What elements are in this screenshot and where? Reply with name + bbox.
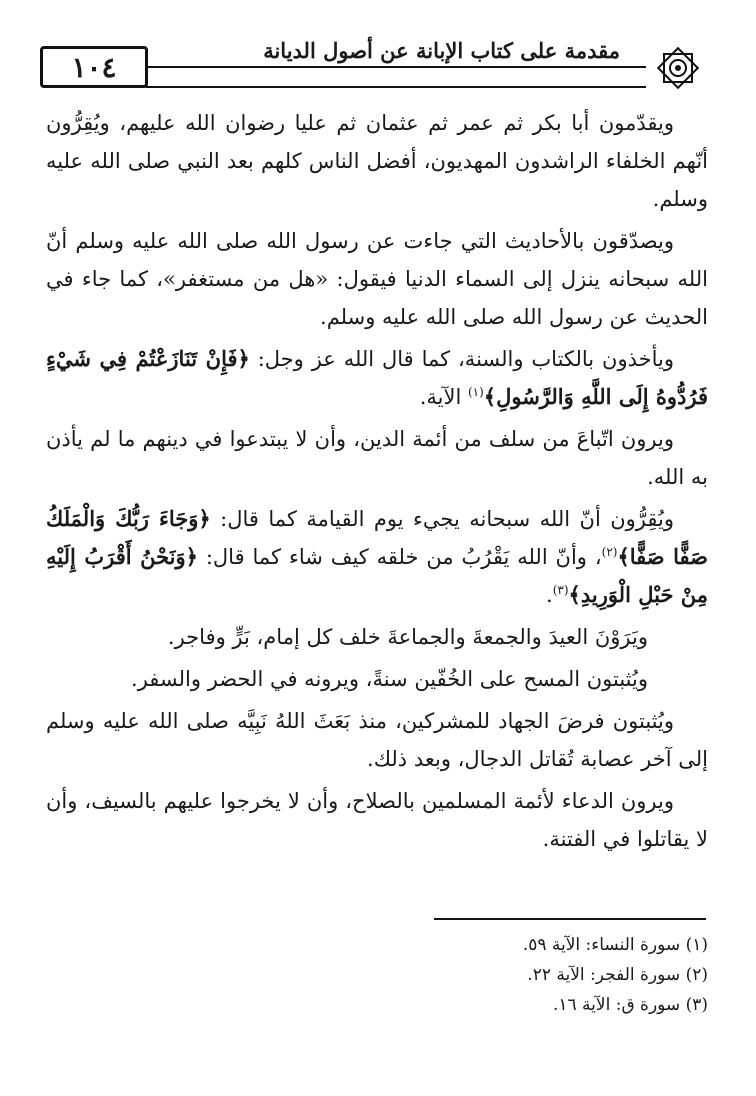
footnote-3: (٣) سورة ق: الآية ١٦. [552,995,708,1015]
page-number-text: ١٠٤ [71,50,117,84]
paragraph-day-of-judgment: ويُقِرُّون أنّ الله سبحانه يجيء يوم القيامة كما قال: ﴿وَجَاءَ رَبُّكَ وَالْمَلَكُ صَفًّا صَفًّا﴾$^{(٢)}$، وأنّ الله يَقْرُبُ من خلقه كيف شاء كما قال: ﴿وَنَحْنُ أَقْرَبُ إِلَيْهِ مِنْ حَبْلِ الْوَرِيدِ﴾$^{(٣)}$. [46,506,708,607]
header-rule-top [146,66,646,68]
footnote-ref: (٢) [601,545,618,559]
quran-verse: ﴿وَجَاءَ رَبُّكَ وَالْمَلَكُ صَفًّا صَفًّا﴾ [46,506,708,569]
page-number [40,46,148,88]
footnote-2: (٢) سورة الفجر: الآية ٢٢. [527,965,708,985]
footnote-ref: (١) [467,385,484,399]
paragraph-follow-imams: ويرون اتّباعَ من سلف من أئمة الدين، وأن لا يبتدعوا في دينهم ما لم يأذن به الله. [46,427,708,489]
footnote-ref: (٣) [552,583,569,597]
paragraph-dua-imams: ويرون الدعاء لأئمة المسلمين بالصلاح، وأن لا يخرجوا عليهم بالسيف، وأن لا يقاتلوا في الفتنة. [46,789,708,851]
paragraph-jihad: ويُثبتون فرضَ الجهاد للمشركين، منذ بَعَثَ اللهُ نَبِيَّه صلى الله عليه وسلم إلى آخر عصابة تُقاتل الدجال، وبعد ذلك. [46,709,708,771]
header-rule-bottom [146,86,646,88]
running-title: مقدمة على كتاب الإبانة عن أصول الديانة [263,38,620,63]
paragraph-eid-friday: ويَرَوْنَ العيدَ والجمعةَ والجماعةَ خلف كل إمام، بَرٍّ وفاجر. [167,625,648,649]
paragraph-khuff: ويُثبتون المسح على الخُفّين سنةً، ويرونه في الحضر والسفر. [131,667,648,691]
star-ornament-icon [654,44,702,92]
footnotes [308,930,708,1020]
paragraph-caliphs: ويقدّمون أبا بكر ثم عمر ثم عثمان ثم عليا رضوان الله عليهم، ويُقِرُّون أنّهم الخلفاء الراشدون المهديون، أفضل الناس كلهم بعد النبي صلى الله عليه وسلم. [46,111,708,211]
paragraph-book-sunnah: ويأخذون بالكتاب والسنة، كما قال الله عز وجل: ﴿فَإِنْ تَنَازَعْتُمْ فِي شَيْءٍ فَرُدُّوهُ إِلَى اللَّهِ وَالرَّسُولِ﴾$^{(١)}$ الآية. [46,346,708,409]
footnote-separator [434,918,706,920]
page-header [40,38,706,98]
quran-verse: ﴿وَنَحْنُ أَقْرَبُ إِلَيْهِ مِنْ حَبْلِ الْوَرِيدِ﴾ [46,544,708,607]
footnote-1: (١) سورة النساء: الآية ٥٩. [522,935,708,955]
main-text [46,104,708,862]
quran-verse: ﴿فَإِنْ تَنَازَعْتُمْ فِي شَيْءٍ فَرُدُّوهُ إِلَى اللَّهِ وَالرَّسُولِ﴾ [46,346,708,409]
paragraph-descent-hadith: ويصدّقون بالأحاديث التي جاءت عن رسول الله صلى الله عليه وسلم أنّ الله سبحانه ينزل إلى السماء الدنيا فيقول: «هل من مستغفر»، كما جاء في الحديث عن رسول الله صلى الله عليه وسلم. [46,229,708,329]
